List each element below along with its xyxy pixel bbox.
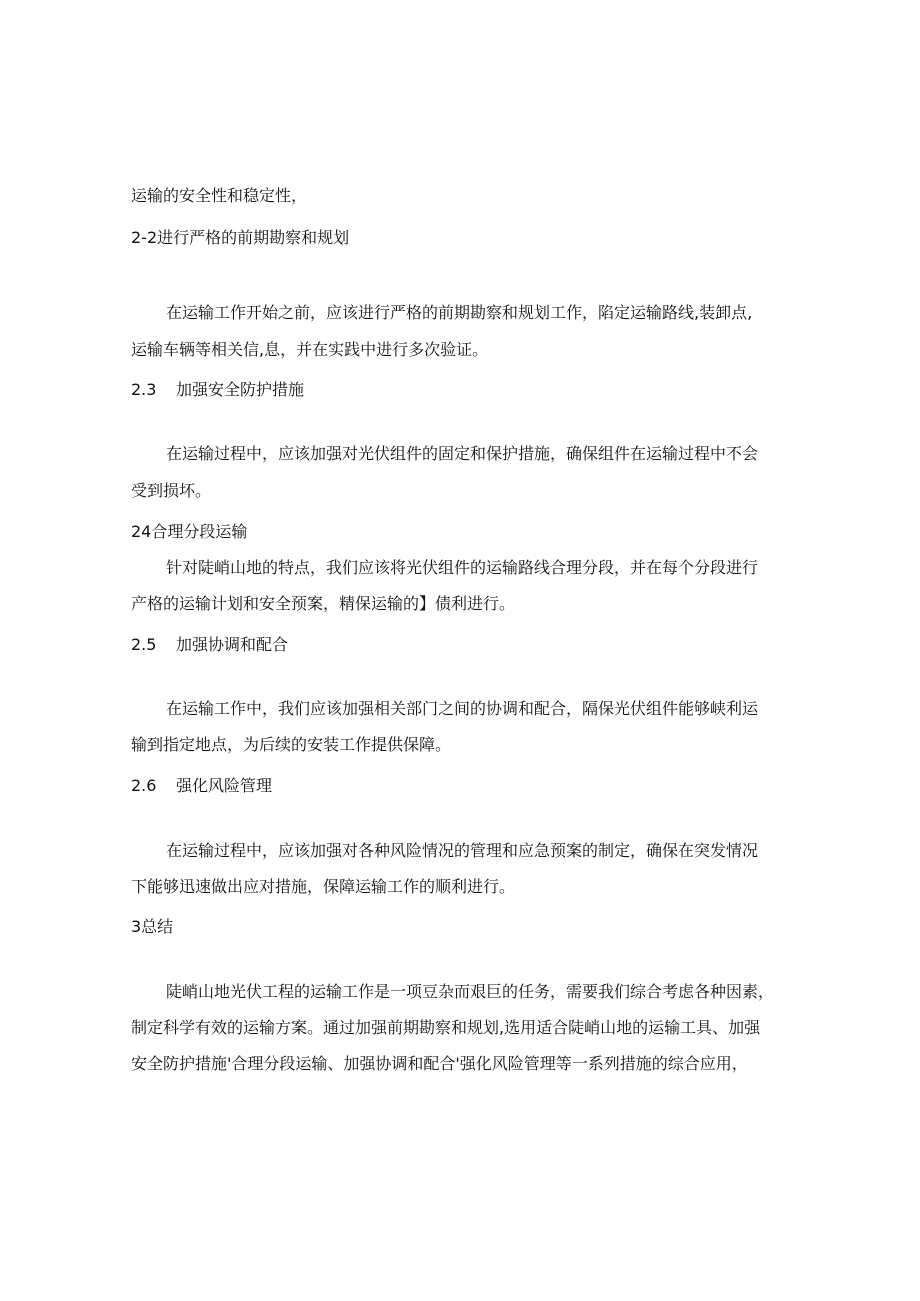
paragraph-line: 运输车辆等相关信,息，并在实践中进行多次验证。 [131,340,489,359]
paragraph-line: 制定科学有效的运输方案。通过加强前期勘察和规划,选用适合陡峭山地的运输工具、加强 [131,1018,761,1037]
paragraph-line: 在运输工作中，我们应该加强相关部门之间的协调和配合，隔保光伏组件能够峡利运 [166,699,759,718]
paragraph-line: 输到指定地点，为后续的安装工作提供保障。 [131,735,452,754]
section-title: 强化风险管理 [176,776,273,795]
paragraph-line: 在运输工作开始之前，应该进行严格的前期勘察和规划工作，陷定运输路线,装卸点, [166,303,753,322]
section-heading-2-6 [131,776,272,796]
paragraph-line: 陡峭山地光伏工程的运输工作是一项豆杂而艰巨的任务，需要我们综合考虑各种因素， [166,982,775,1001]
section-title: 加强安全防护措施 [176,380,305,399]
paragraph-line: 受到损坏。 [131,481,212,500]
paragraph-line: 下能够迅速做出应对措施，保障运输工作的顺利进行。 [131,877,516,896]
paragraph-line: 在运输过程中，应该加强对各种风险情况的管理和应急预案的制定，确保在突发情况 [166,841,759,860]
section-title: 加强协调和配合 [176,635,289,654]
section-number: 2.5 [131,635,157,654]
section-heading-3: 3总结 [131,917,174,936]
paragraph-line: 针对陡峭山地的特点，我们应该将光伏组件的运输路线合理分段，并在每个分段进行 [166,558,759,577]
section-number: 2.6 [131,776,157,795]
section-heading-2-4: 24合理分段运输 [131,522,248,541]
paragraph-line: 在运输过程中，应该加强对光伏组件的固定和保护措施，确保组件在运输过程中不会 [166,444,759,463]
paragraph-line: 产格的运输计划和安全预案，精保运输的】债利进行。 [131,594,516,613]
paragraph-line: 运输的安全性和稳定性， [131,186,308,205]
section-heading-2-2: 2-2进行严格的前期勘察和规划 [131,228,350,247]
paragraph-line: 安全防护措施'合理分段运输、加强协调和配合'强化风险管理等一系列措施的综合应用， [131,1054,748,1073]
section-heading-2-3 [131,380,304,400]
section-number: 2.3 [131,380,157,399]
section-heading-2-5 [131,635,288,655]
